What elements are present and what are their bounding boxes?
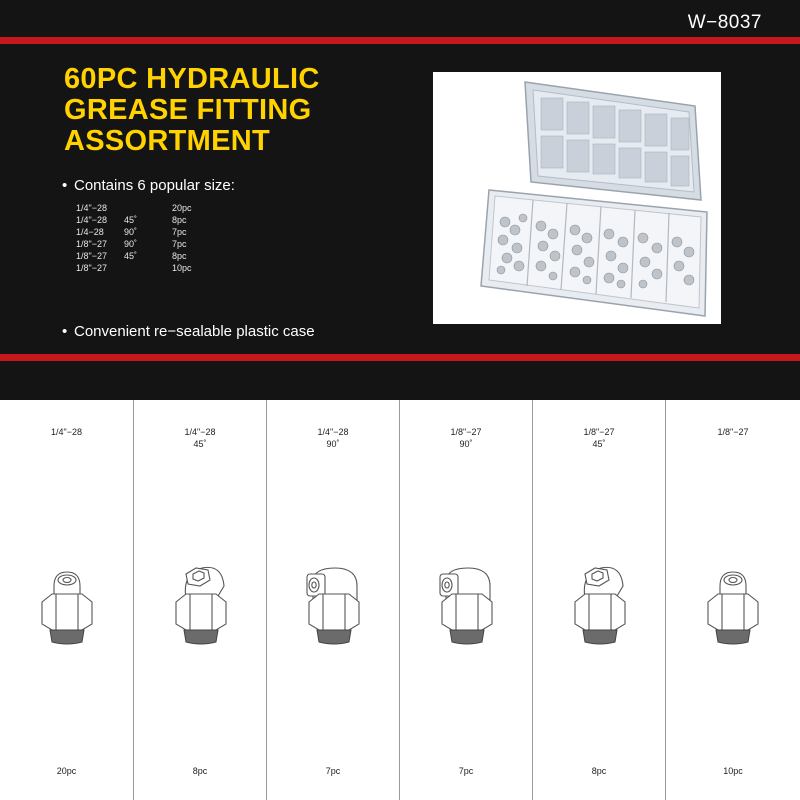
fitting-quantity: 20pc (56, 766, 77, 776)
size-qty: 8pc (172, 215, 187, 225)
size-thread: 1/4"−28 (76, 203, 107, 213)
product-photo (433, 72, 721, 324)
size-qty: 10pc (172, 263, 192, 273)
bullet-case (62, 323, 315, 340)
fitting-spec (0, 426, 133, 438)
fitting-panel (533, 400, 666, 800)
fitting-panel (400, 400, 533, 800)
fitting-spec (666, 426, 800, 438)
45-degree-grease-fitting-icon (565, 560, 635, 650)
fitting-thread: 1/8"−27 (717, 427, 749, 437)
fitting-panel (134, 400, 267, 800)
size-angle: 90˚ (124, 227, 138, 237)
size-qty: 7pc (172, 227, 187, 237)
size-row (76, 214, 212, 226)
straight-grease-fitting-icon (698, 560, 768, 650)
fitting-thread: 1/4"−28 (317, 427, 349, 437)
size-thread: 1/8"−27 (76, 251, 107, 261)
size-angle (124, 202, 172, 214)
fitting-spec (533, 426, 665, 450)
title-line: GREASE FITTING (64, 94, 312, 126)
fitting-quantity: 8pc (192, 766, 208, 776)
fitting-spec (267, 426, 399, 450)
top-red-rule (0, 37, 800, 44)
product-title (64, 64, 320, 157)
bullet-sizes (62, 177, 235, 194)
90-degree-grease-fitting-icon (299, 560, 369, 650)
title-line: ASSORTMENT (64, 125, 270, 157)
bottom-red-rule (0, 354, 800, 361)
size-angle: 45˚ (124, 215, 138, 225)
45-degree-grease-fitting-icon (166, 560, 236, 650)
fitting-spec (134, 426, 266, 450)
fitting-quantity: 7pc (458, 766, 474, 776)
size-qty: 7pc (172, 239, 187, 249)
fitting-panel (666, 400, 800, 800)
bullet-text: Contains 6 popular size: (74, 177, 235, 194)
bullet-dot: • (62, 177, 68, 194)
fitting-angle: 90˚ (459, 439, 473, 449)
size-qty: 20pc (172, 203, 192, 213)
size-row (76, 238, 212, 250)
size-angle: 90˚ (124, 239, 138, 249)
size-thread: 1/8"−27 (76, 239, 107, 249)
bullet-text: Convenient re−sealable plastic case (74, 323, 315, 340)
fitting-panel (267, 400, 400, 800)
fitting-quantity: 10pc (723, 766, 743, 776)
size-thread: 1/8"−27 (76, 263, 107, 273)
storage-case-image (433, 72, 721, 324)
size-angle (124, 262, 172, 274)
size-qty: 8pc (172, 251, 187, 261)
fitting-angle: 45˚ (592, 439, 606, 449)
straight-grease-fitting-icon (32, 560, 102, 650)
size-thread: 1/4−28 (76, 227, 104, 237)
fitting-spec (400, 426, 532, 450)
size-angle: 45˚ (124, 251, 138, 261)
title-line: 60PC HYDRAULIC (64, 63, 320, 95)
fitting-thread: 1/4"−28 (184, 427, 216, 437)
size-row (76, 250, 212, 262)
fitting-panels (0, 400, 800, 800)
fitting-panel (0, 400, 134, 800)
fitting-thread: 1/8"−27 (583, 427, 615, 437)
fitting-angle: 45˚ (193, 439, 207, 449)
model-number: W−8037 (687, 12, 762, 33)
size-row (76, 202, 212, 214)
bullet-dot: • (62, 323, 68, 340)
fitting-angle: 90˚ (326, 439, 340, 449)
fitting-quantity: 7pc (325, 766, 341, 776)
fitting-quantity: 8pc (591, 766, 607, 776)
fitting-thread: 1/8"−27 (450, 427, 482, 437)
fitting-thread: 1/4"−28 (51, 427, 82, 437)
size-row (76, 262, 212, 274)
size-thread: 1/4"−28 (76, 215, 107, 225)
size-row (76, 226, 212, 238)
90-degree-grease-fitting-icon (432, 560, 502, 650)
size-table (76, 202, 212, 274)
